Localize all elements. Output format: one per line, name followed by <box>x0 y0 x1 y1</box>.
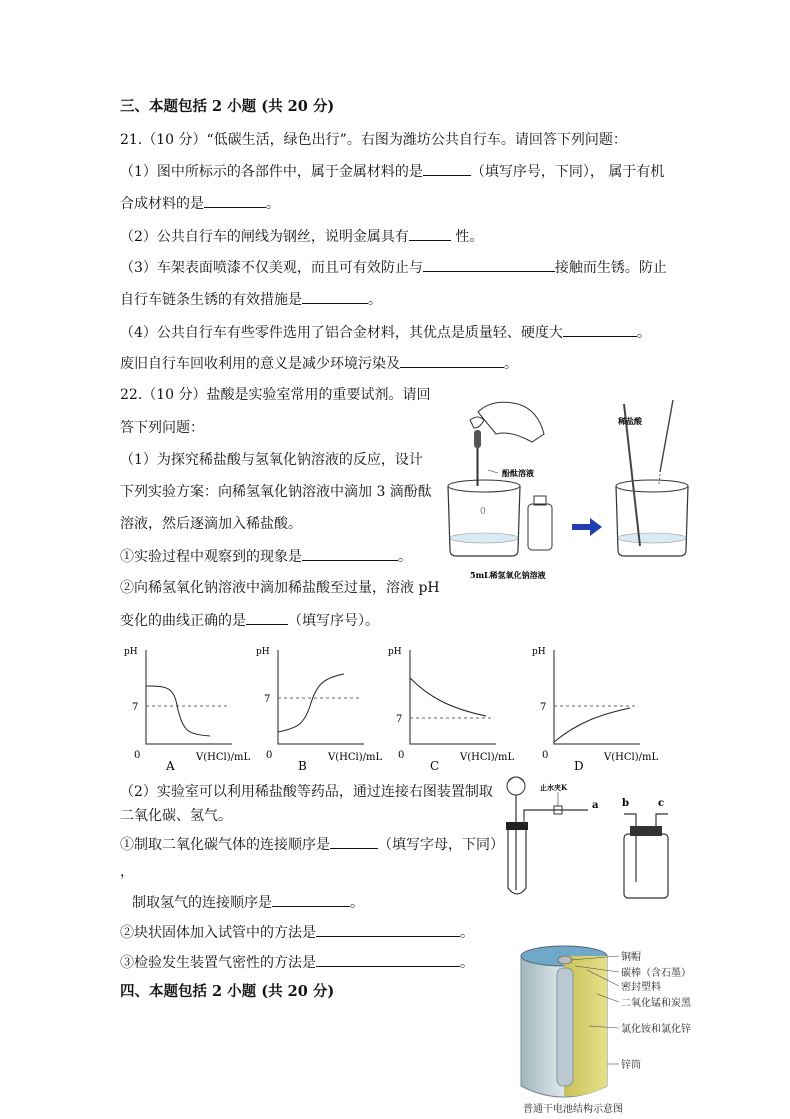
answer-blank[interactable] <box>316 952 460 967</box>
q22-part2-line2: 二氧化碳、氢气。 <box>120 808 232 824</box>
chart-D <box>532 647 658 770</box>
label-a: a <box>592 800 599 811</box>
beaker-left <box>448 486 520 556</box>
answer-blank[interactable] <box>563 322 637 337</box>
ylabel: pH <box>256 647 270 657</box>
q21-part1-line2: 合成材料的是 。 <box>120 193 280 214</box>
beaker-left-liquid <box>450 533 518 543</box>
hand-outline <box>478 402 544 442</box>
gas-bottle <box>624 834 668 898</box>
beaker-right-liquid <box>618 533 686 543</box>
answer-blank[interactable] <box>423 161 471 176</box>
answer-blank[interactable] <box>272 892 350 907</box>
chart-A <box>124 647 250 770</box>
q22-step2-line1: ②向稀氢氧化钠溶液中滴加稀盐酸至过量，溶液 pH <box>120 580 440 596</box>
label-clip: 止水夹K <box>540 783 568 792</box>
carbon-rod <box>557 968 573 1086</box>
dropper-bulb <box>474 430 481 448</box>
battery-caption: 普通干电池结构示意图 <box>523 1104 623 1115</box>
ph-curve <box>554 708 630 742</box>
copper-cap <box>558 956 572 964</box>
label-sealing-plastic: 密封塑料 <box>621 982 661 993</box>
q22-step5: ②块状固体加入试管中的方法是 。 <box>120 922 474 943</box>
tick-0: 0 <box>542 750 549 761</box>
tube-b <box>624 814 636 882</box>
label-carbon-rod: 碳棒（含石墨） <box>621 968 691 979</box>
bottle-stopper <box>630 826 662 836</box>
tick-7: 7 <box>540 702 547 713</box>
apparatus-figure <box>500 772 680 902</box>
q22-step4: 制取氢气的连接顺序是 。 <box>132 892 364 913</box>
xlabel: V(HCl)/mL <box>328 752 383 763</box>
chart-name: D <box>574 759 584 770</box>
tick-7: 7 <box>264 694 271 705</box>
ph-curve <box>410 678 486 716</box>
q22-step1: ①实验过程中观察到的现象是 。 <box>120 546 412 567</box>
q21-part4-line2: 废旧自行车回收利用的意义是减少环境污染及 。 <box>120 353 518 374</box>
beaker-right-rim <box>616 480 688 492</box>
tick-0: 0 <box>398 750 405 761</box>
label-nh4cl: 氯化铵和氯化锌 <box>621 1024 691 1035</box>
xlabel: V(HCl)/mL <box>604 752 659 763</box>
beaker-right <box>616 486 688 556</box>
ylabel: pH <box>532 647 546 657</box>
chart-C <box>388 647 514 770</box>
test-tube <box>508 830 526 894</box>
chart-axes <box>554 650 640 744</box>
q22-part1-line3: 溶液，然后逐滴加入稀盐酸。 <box>120 516 302 532</box>
chart-B <box>256 647 382 770</box>
tick-0: 0 <box>134 750 141 761</box>
q22-step2-line2: 变化的曲线正确的是 （填写序号）。 <box>120 610 379 631</box>
answer-blank[interactable] <box>400 353 504 368</box>
label-indicator: 酚酞溶液 <box>502 468 534 478</box>
arrow-icon <box>572 518 602 536</box>
label-b: b <box>622 798 629 809</box>
acid-dropper <box>660 400 673 472</box>
chart-name: B <box>298 759 307 770</box>
battery-figure <box>515 936 740 1116</box>
tube-stopper <box>506 822 528 830</box>
q22-step3: ①制取二氧化碳气体的连接顺序是 （填写字母，下同） <box>120 834 504 855</box>
q21-part2: （2）公共自行车的闸线为钢丝，说明金属具有 性。 <box>120 226 483 247</box>
tick-0: 0 <box>266 750 273 761</box>
q22-intro-line1: 22.（10 分）盐酸是实验室常用的重要试剂。请回 <box>120 387 431 403</box>
chart-axes <box>146 650 232 744</box>
section3-heading: 三、本题包括 2 小题 (共 20 分) <box>120 98 335 115</box>
q22-part2-line1: （2）实验室可以利用稀盐酸等药品，通过连接右图装置制取 <box>120 784 493 800</box>
q21-intro: 21.（10 分）“低碳生活，绿色出行”。右图为潍坊公共自行车。请回答下列问题： <box>120 132 627 148</box>
ph-curve <box>146 686 210 736</box>
q21-part3-line1: （3）车架表面喷漆不仅美观，而且可有效防止与 接触而生锈。防止 <box>120 257 667 278</box>
indicator-bottle <box>528 504 552 550</box>
label-zinc-can: 锌筒 <box>621 1060 641 1071</box>
answer-blank[interactable] <box>330 834 378 849</box>
ylabel: pH <box>124 647 138 657</box>
section4-heading: 四、本题包括 2 小题 (共 20 分) <box>120 983 335 1000</box>
label-naoh: 5mL稀氢氧化钠溶液 <box>470 570 546 580</box>
ylabel: pH <box>388 647 402 657</box>
tick-7: 7 <box>132 702 139 713</box>
q21-part4-line1: （4）公共自行车有些零件选用了铝合金材料，其优点是质量轻、硬度大 。 <box>120 322 651 343</box>
answer-blank[interactable] <box>409 226 451 241</box>
label-acid: 稀盐酸 <box>618 416 642 426</box>
chart-name: A <box>166 759 175 770</box>
q21-part3-line2: 自行车链条生锈的有效措施是 。 <box>120 289 382 310</box>
experiment-figure <box>440 390 690 595</box>
label-mno2: 二氧化锰和炭黑 <box>621 998 691 1009</box>
chart-axes <box>278 650 364 744</box>
chart-axes <box>410 650 496 744</box>
q22-step3-comma: ， <box>120 864 134 880</box>
answer-blank[interactable] <box>204 193 266 208</box>
label-copper-cap: 铜帽 <box>621 952 641 963</box>
answer-blank[interactable] <box>316 922 460 937</box>
answer-blank[interactable] <box>302 546 398 561</box>
finger-outline <box>470 417 484 428</box>
svg-text:0: 0 <box>480 507 486 517</box>
answer-blank[interactable] <box>423 257 555 272</box>
ph-curve <box>278 674 344 732</box>
ph-charts <box>120 640 720 770</box>
answer-blank[interactable] <box>302 289 368 304</box>
q22-intro-line2: 答下列问题： <box>120 420 204 436</box>
q22-part1-line2: 下列实验方案：向稀氢氧化钠溶液中滴加 3 滴酚酞 <box>120 484 432 500</box>
label-c: c <box>658 798 665 809</box>
xlabel: V(HCl)/mL <box>196 752 251 763</box>
q21-part1-line1: （1）图中所标示的各部件中，属于金属材料的是 （填写序号，下同）， 属于有机 <box>120 161 664 182</box>
beaker-left-rim <box>448 480 520 492</box>
q22-step6: ③检验发生装置气密性的方法是 。 <box>120 952 474 973</box>
answer-blank[interactable] <box>246 610 288 625</box>
xlabel: V(HCl)/mL <box>460 752 515 763</box>
q22-part1-line1: （1）为探究稀盐酸与氢氧化钠溶液的反应，设计 <box>120 452 423 468</box>
tick-7: 7 <box>396 714 403 725</box>
chart-name: C <box>430 759 440 770</box>
